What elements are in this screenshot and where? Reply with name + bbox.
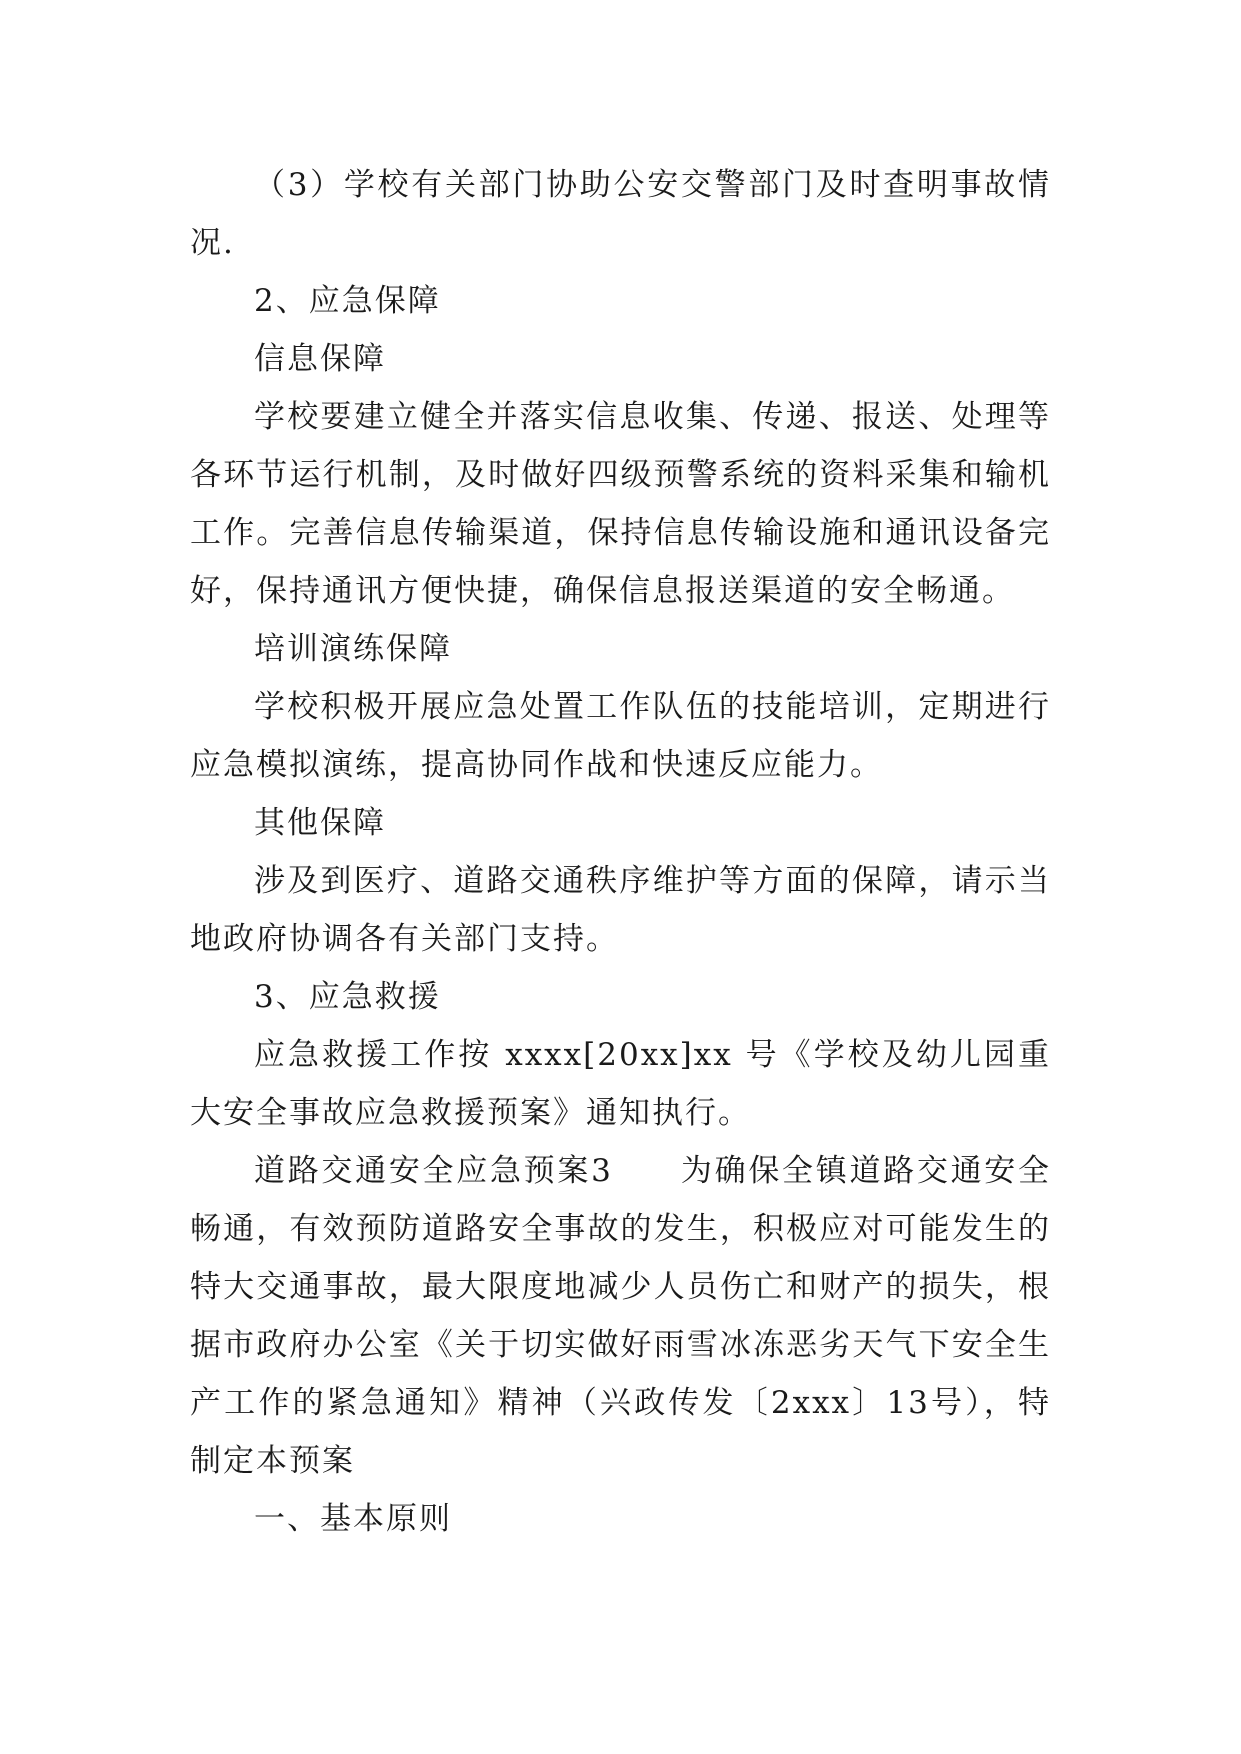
paragraph-emergency-rescue: 应急救援工作按 xxxx[20xx]xx 号《学校及幼儿园重大安全事故应急救援预案》通知执行。 [190, 1037, 1051, 1131]
paragraph-information-guarantee: 学校要建立健全并落实信息收集、传递、报送、处理等各环节运行机制，及时做好四级预警系统的资料采集和输机工作。完善信息传输渠道，保持信息传输设施和通讯设备完好，保持通讯方便快捷，确保信息报送渠道的安全畅通。 [190, 399, 1051, 609]
heading-emergency-rescue: 3、应急救援 [254, 979, 441, 1015]
subheading-information-guarantee: 信息保障 [254, 341, 386, 377]
heading-basic-principles: 一、基本原则 [254, 1501, 452, 1537]
paragraph-traffic-plan-3: 道路交通安全应急预案3 为确保全镇道路交通安全畅通，有效预防道路安全事故的发生，积极应对可能发生的特大交通事故，最大限度地减少人员伤亡和财产的损失，根据市政府办公室《关于切实做好雨雪冰冻恶劣天气下安全生产工作的紧急通知》精神（兴政传发〔2xxx〕13号），特制定本预案 [190, 1153, 1051, 1479]
heading-emergency-guarantee: 2、应急保障 [254, 283, 441, 319]
paragraph-other-guarantee: 涉及到医疗、道路交通秩序维护等方面的保障，请示当地政府协调各有关部门支持。 [190, 863, 1051, 957]
subheading-other-guarantee: 其他保障 [254, 805, 386, 841]
paragraph-accident-investigation: （3）学校有关部门协助公安交警部门及时查明事故情况. [190, 167, 1051, 261]
subheading-training-guarantee: 培训演练保障 [254, 631, 452, 667]
paragraph-training-guarantee: 学校积极开展应急处置工作队伍的技能培训，定期进行应急模拟演练，提高协同作战和快速反应能力。 [190, 689, 1051, 783]
